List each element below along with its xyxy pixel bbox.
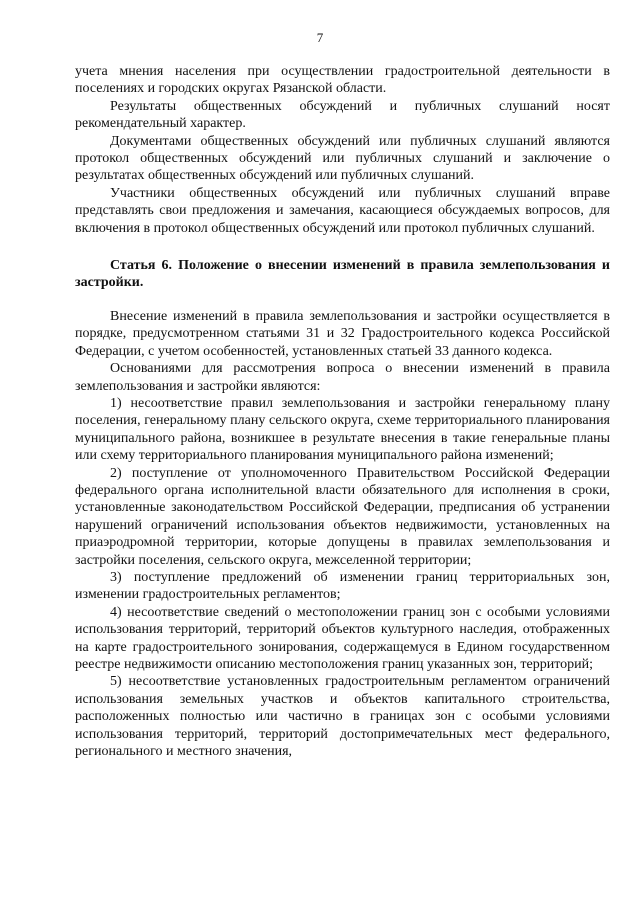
paragraph-documents: Документами общественных обсуждений или публичных слушаний являются протокол общественных обсуждений или публичных слушаний и заключение о результатах общественных обсуждений или публичных слушаний. (75, 133, 610, 184)
page-number: 7 (316, 30, 324, 45)
paragraph-continuation: учета мнения населения при осуществлении градостроительной деятельности в поселениях и городских округах Рязанской области. (75, 64, 610, 97)
document-body (75, 63, 610, 760)
list-item-ground-1: 1) несоответствие правил землепользования и застройки генеральному плану поселения, генеральному плану сельского округа, схеме территориального планирования муниципального района, возникшее в результате внесения в такие генеральные планы или схему территориального планирования муниципального района изменений; (75, 395, 610, 464)
paragraph-results-nature: Результаты общественных обсуждений и публичных слушаний носят рекомендательный характер. (75, 98, 610, 132)
article-heading: Статья 6. Положение о внесении изменений в правила землепользования и застройки. (75, 258, 610, 291)
list-item-ground-2: 2) поступление от уполномоченного Правительством Российской Федерации федерального органа исполнительной власти обязательного для исполнения в сроки, установленные законодательством Российской Федерации, предписания об устранении нарушений ограничений использования объектов недвижимости, установленных на приаэродромной территории, которые допущены в правилах землепользования и застройки поселения, сельского округа, межселенной территории; (75, 465, 610, 568)
list-item-ground-4: 4) несоответствие сведений о местоположении границ зон с особыми условиями использования территорий, территорий объектов культурного наследия, отображенных на карте градостроительного зонирования, содержащемуся в Едином государственном реестре недвижимости описанию местоположения границ указанных зон, территорий; (75, 604, 610, 672)
paragraph-grounds-intro: Основаниями для рассмотрения вопроса о внесении изменений в правила землепользования и застройки являются: (75, 361, 610, 394)
paragraph-participants: Участники общественных обсуждений или публичных слушаний вправе представлять свои предложения и замечания, касающиеся обсуждаемых вопросов, для включения в протокол общественных обсуждений или протокол публичных слушаний. (75, 185, 610, 236)
paragraph-amendment-procedure: Внесение изменений в правила землепользования и застройки осуществляется в порядке, предусмотренном статьями 31 и 32 Градостроительного кодекса Российской Федерации, с учетом особенностей, установленных статьей 33 данного кодекса. (75, 308, 610, 359)
list-item-ground-3: 3) поступление предложений об изменении границ территориальных зон, изменении градостроительных регламентов; (75, 569, 610, 603)
list-item-ground-5: 5) несоответствие установленных градостроительным регламентом ограничений использования земельных участков и объектов капитального строительства, расположенных полностью или частично в границах зон с особыми условиями использования территорий, территорий достопримечательных мест федерального, регионального и местного значения, (75, 674, 610, 760)
